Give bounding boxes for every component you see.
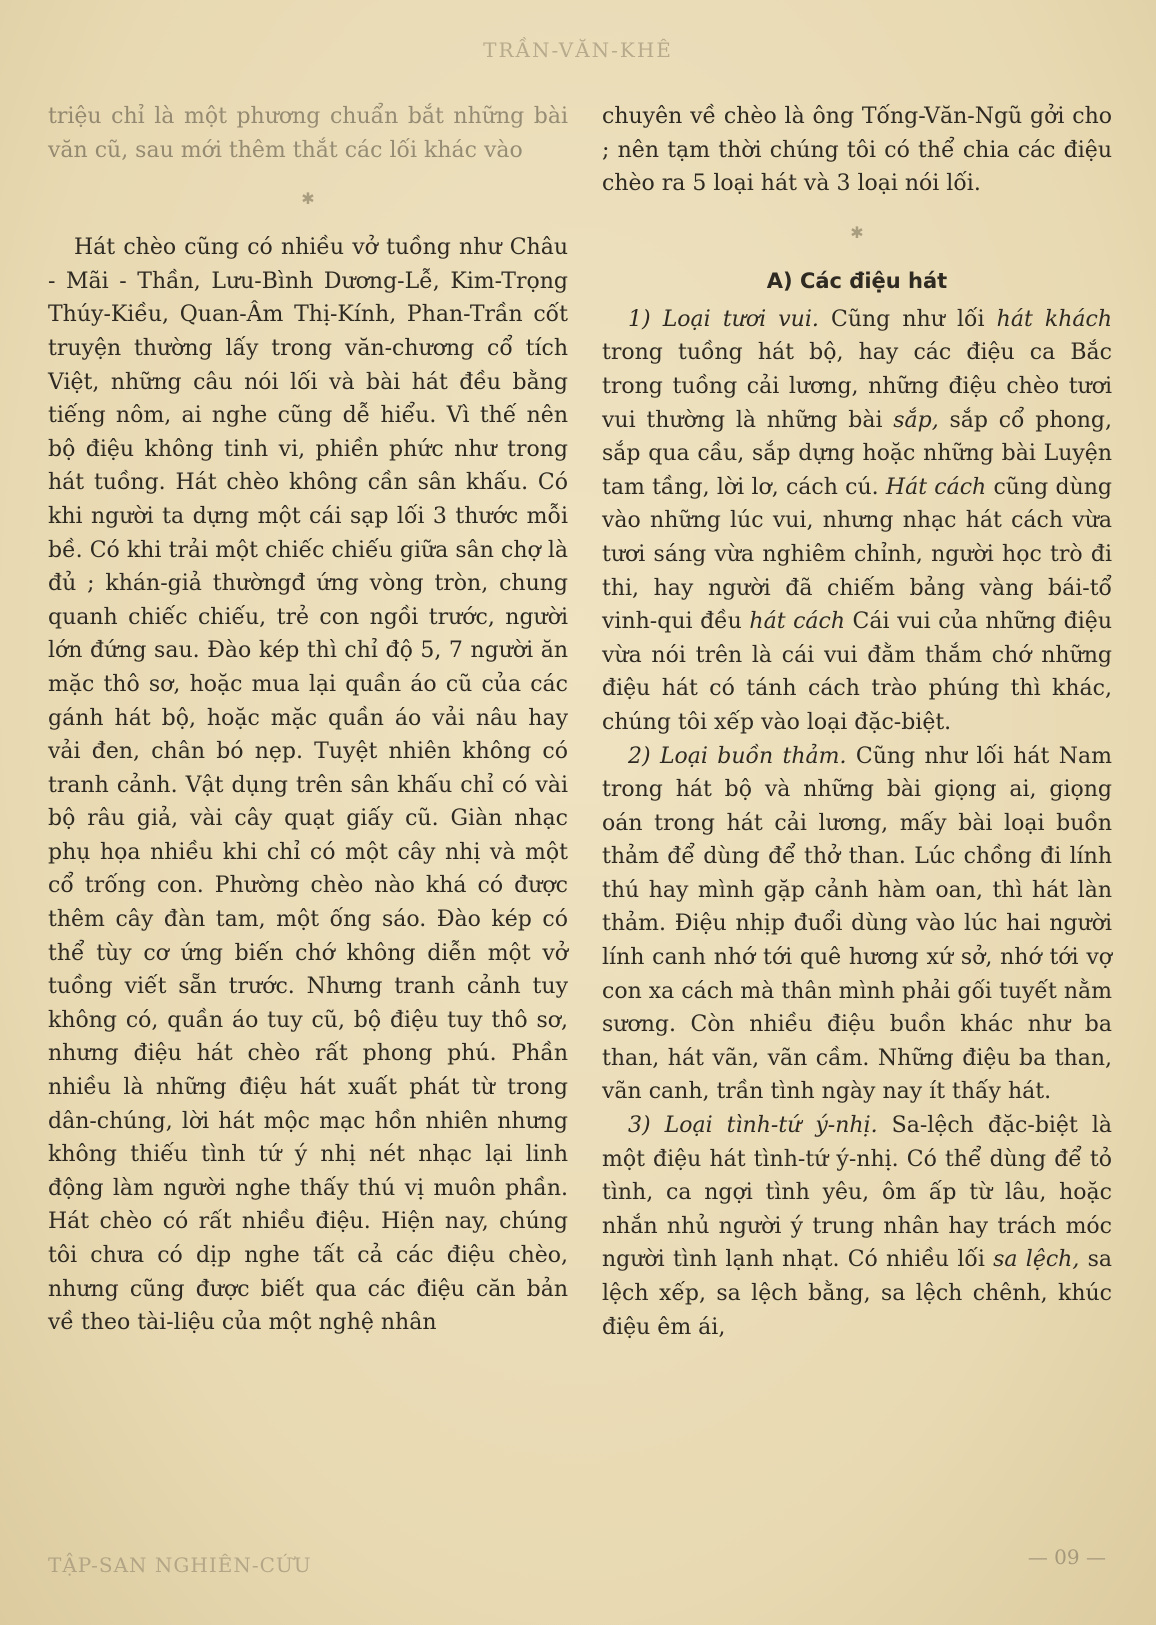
- emphasis: Hát cách: [885, 474, 987, 500]
- text: Cái vui của những điệu vừa nói trên là cái vui đằm thắm chớ những điệu hát có tánh cách trào phúng thì khác, chúng tôi xếp vào loại đặc-biệt.: [602, 609, 1112, 735]
- text: Cũng như lối hát Nam trong hát bộ và những bài giọng ai, giọng oán trong hát cải lương, mấy bài loại buồn thảm để dùng để thở than. Lúc chồng đi lính thú hay mình gặp cảnh hàm oan, thì hát làn thảm. Điệu nhịp đuổi dùng vào lúc hai người lính canh nhớ tới quê hương xứ sở, nhớ tới vợ con xa cách mà thân mình phải gối tuyết nằm sương. Còn nhiều điệu buồn khác như ba than, hát vãn, vãn cầm. Những điệu ba than, vãn canh, trần tình ngày nay ít thấy hát.: [602, 743, 1112, 1105]
- paragraph-loai-tuoi-vui: [602, 303, 1112, 740]
- left-continuation-paragraph: triệu chỉ là một phương chuẩn bắt những bài văn cũ, sau mới thêm thắt các lối khác vào: [48, 104, 568, 163]
- emphasis: hát khách: [996, 306, 1113, 332]
- emphasis: sa lệch,: [993, 1247, 1080, 1273]
- running-header: TRẦN-VĂN-KHÊ: [483, 38, 673, 62]
- section-separator: ✱: [301, 189, 315, 209]
- subsection-title: 2) Loại buồn thảm.: [628, 743, 847, 769]
- right-column: [602, 100, 1112, 1344]
- text: Sa-lệch đặc-biệt là một điệu hát tình-tứ ý-nhị. Có thể dùng để tỏ tình, ca ngợi tình yêu, ôm ấp từ lâu, hoặc nhắn nhủ người ý trung nhân hay trách móc người tình lạnh nhạt. Có nhiều lối: [602, 1113, 1112, 1273]
- page-number: — 09 —: [1027, 1545, 1106, 1569]
- text: sa lệch xếp, sa lệch bằng, sa lệch chênh, khúc điệu êm ái,: [602, 1247, 1112, 1340]
- paragraph-loai-tinh-tu: [602, 1109, 1112, 1344]
- paragraph-loai-buon-tham: [602, 740, 1112, 1110]
- text: cũng dùng vào những lúc vui, nhưng nhạc hát cách vừa tươi sáng vừa nghiêm chỉnh, người học trò đi thi, hay người đã chiếm bảng vàng bái-tổ vinh-qui đều: [602, 474, 1112, 635]
- subsection-title: 1) Loại tươi vui.: [628, 306, 819, 332]
- text: Cũng như lối: [818, 306, 997, 332]
- subsection-title: 3) Loại tình-tứ ý-nhị.: [628, 1113, 878, 1139]
- section-separator: ✱: [850, 222, 864, 242]
- hat-cheo-paragraph: Hát chèo cũng có nhiều vở tuồng như Châu - Mãi - Thần, Lưu-Bình Dương-Lễ, Kim-Trọng Thúy-Kiều, Quan-Âm Thị-Kính, Phan-Trần cốt truyện thường lấy trong văn-chương cổ tích Việt, những câu nói lối và bài hát đều bằng tiếng nôm, ai nghe cũng dễ hiểu. Vì thế nên bộ điệu không tinh vi, phiền phức như trong hát tuồng. Hát chèo không cần sân khấu. Có khi người ta dựng một cái sạp lối 3 thước mỗi bề. Có khi trải một chiếc chiếu giữa sân chợ là đủ ; khán-giả thườngđ ứng vòng tròn, chung quanh chiếc chiếu, trẻ con ngồi trước, người lớn đứng sau. Đào kép thì chỉ độ 5, 7 người ăn mặc thô sơ, hoặc mua lại quần áo cũ của các gánh hát bộ, hoặc mặc quần áo vải nâu hay vải đen, chân bó nẹp. Tuyệt nhiên không có tranh cảnh. Vật dụng trên sân khấu chỉ có vài bộ râu giả, vài cây quạt giấy cũ. Giàn nhạc phụ họa nhiều khi chỉ có một cây nhị và một cổ trống con. Phường chèo nào khá có được thêm cây đàn tam, một ống sáo. Đào kép có thể tùy cơ ứng biến chớ không diễn một vở tuồng viết sẵn trước. Nhưng tranh cảnh tuy không có, quần áo tuy cũ, bộ điệu tuy thô sơ, nhưng điệu hát chèo rất phong phú. Phần nhiều là những điệu hát xuất phát từ trong dân-chúng, lời hát mộc mạc hồn nhiên nhưng không thiếu tình tứ ý nhị nét nhạc lại linh động làm người nghe thấy thú vị muôn phần. Hát chèo có rất nhiều điệu. Hiện nay, chúng tôi chưa có dịp nghe tất cả các điệu chèo, nhưng cũng được biết qua các điệu căn bản về theo tài-liệu của một nghệ nhân: [48, 235, 568, 1336]
- text: sắp cổ phong, sắp qua cầu, sắp dựng hoặc những bài Luyện tam tầng, lời lơ, cách cú.: [602, 407, 1112, 500]
- left-column: [48, 100, 568, 1340]
- text: trong tuồng hát bộ, hay các điệu ca Bắc trong tuồng cải lương, những điệu chèo tươi vui thường là những bài: [602, 340, 1112, 433]
- right-continuation-paragraph: chuyên về chèo là ông Tống-Văn-Ngũ gởi cho ; nên tạm thời chúng tôi có thể chia các điệu chèo ra 5 loại hát và 3 loại nói lối.: [602, 104, 1112, 197]
- emphasis: sắp,: [893, 407, 939, 433]
- emphasis: hát cách: [749, 609, 845, 635]
- footer-journal-name: TẬP-SAN NGHIÊN-CỨU: [48, 1553, 312, 1577]
- section-heading: A) Các điệu hát: [766, 268, 948, 293]
